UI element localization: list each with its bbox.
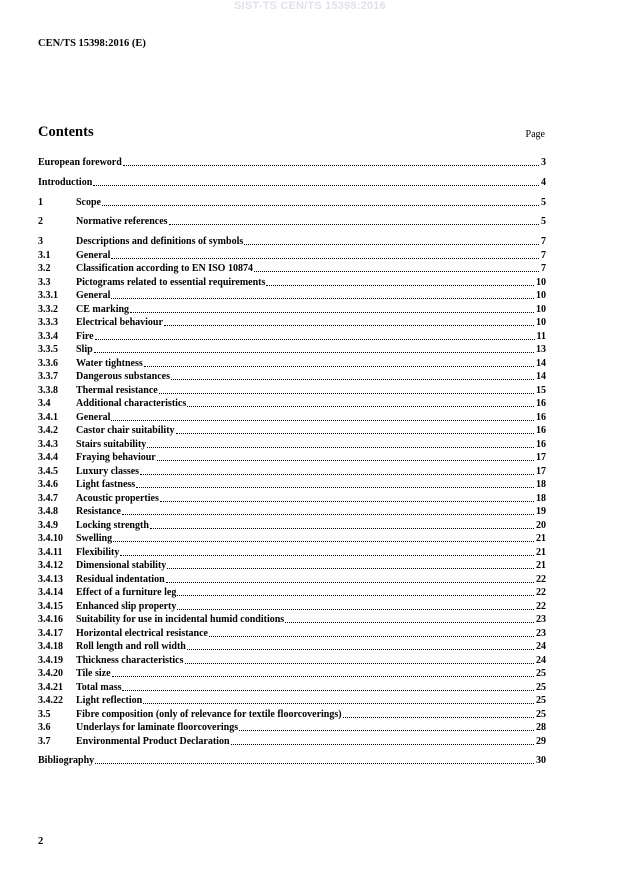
toc-entry-title: Descriptions and definitions of symbols: [76, 236, 244, 247]
toc-entry-number: 3.7: [38, 736, 51, 747]
toc-dot-leader: [187, 406, 534, 407]
toc-entry-title: Castor chair suitability: [76, 425, 175, 436]
toc-entry-page: 11: [536, 331, 546, 342]
toc-entry[interactable]: [38, 156, 546, 169]
toc-entry-page: 16: [536, 398, 546, 409]
toc-entry-number: 3.3.1: [38, 290, 58, 301]
toc-entry-title: Acoustic properties: [76, 493, 159, 504]
toc-entry-number: 3.1: [38, 250, 51, 261]
toc-entry-page: 10: [536, 317, 546, 328]
toc-entry-title: Tile size: [76, 668, 111, 679]
toc-dot-leader: [157, 460, 534, 461]
toc-entry-page: 20: [536, 520, 546, 531]
toc-entry-number: 3.4.9: [38, 520, 58, 531]
toc-entry-page: 28: [536, 722, 546, 733]
toc-entry-number: 3.4.21: [38, 682, 63, 693]
toc-dot-leader: [254, 271, 539, 272]
toc-entry-title: Dimensional stability: [76, 560, 167, 571]
toc-entry-page: 25: [536, 709, 546, 720]
toc-entry-page: 23: [536, 628, 546, 639]
toc-entry-page: 16: [536, 425, 546, 436]
toc-entry[interactable]: [38, 384, 546, 397]
toc-entry-title: Locking strength: [76, 520, 149, 531]
toc-entry[interactable]: [38, 681, 546, 694]
toc-entry-number: 3.3: [38, 277, 51, 288]
toc-entry-title: Horizontal electrical resistance: [76, 628, 208, 639]
toc-entry[interactable]: [38, 397, 546, 410]
toc-entry[interactable]: [38, 451, 546, 464]
toc-entry-number: 3.3.7: [38, 371, 58, 382]
toc-entry-number: 3.3.8: [38, 385, 58, 396]
toc-entry-page: 3: [541, 157, 546, 168]
toc-entry-title: Stairs suitability: [76, 439, 147, 450]
toc-entry-number: 3.4.2: [38, 425, 58, 436]
toc-entry-number: 3.4.1: [38, 412, 58, 423]
toc-entry[interactable]: [38, 370, 546, 383]
toc-entry[interactable]: [38, 262, 546, 275]
toc-entry-page: 18: [536, 493, 546, 504]
toc-entry[interactable]: [38, 176, 546, 189]
toc-entry-number: 3.4.10: [38, 533, 63, 544]
toc-entry[interactable]: [38, 754, 546, 767]
toc-dot-leader: [93, 185, 539, 186]
toc-entry-number: 3.4.14: [38, 587, 63, 598]
toc-entry[interactable]: [38, 708, 546, 721]
toc-entry-number: 3.4.16: [38, 614, 63, 625]
toc-entry-title: Classification according to EN ISO 10874: [76, 263, 253, 274]
toc-entry[interactable]: [38, 519, 546, 532]
toc-entry[interactable]: [38, 667, 546, 680]
toc-entry[interactable]: [38, 505, 546, 518]
toc-entry-number: 3.6: [38, 722, 51, 733]
toc-entry-title: Light reflection: [76, 695, 143, 706]
toc-entry-page: 25: [536, 695, 546, 706]
toc-dot-leader: [136, 487, 534, 488]
toc-entry-page: 14: [536, 371, 546, 382]
toc-entry-page: 16: [536, 439, 546, 450]
toc-entry-page: 7: [541, 263, 546, 274]
document-identifier: CEN/TS 15398:2016 (E): [38, 38, 146, 49]
toc-entry-number: 3.3.6: [38, 358, 58, 369]
toc-entry-title: Additional characteristics: [76, 398, 187, 409]
toc-entry[interactable]: [38, 640, 546, 653]
contents-heading: Contents: [38, 124, 94, 140]
toc-dot-leader: [111, 258, 539, 259]
toc-dot-leader: [143, 703, 534, 704]
toc-entry-title: Residual indentation: [76, 574, 165, 585]
toc-entry-title: Thickness characteristics: [76, 655, 184, 666]
toc-entry-number: 3.4.6: [38, 479, 58, 490]
toc-entry-title: CE marking: [76, 304, 130, 315]
toc-entry[interactable]: [38, 586, 546, 599]
toc-dot-leader: [239, 730, 534, 731]
toc-entry-title: Electrical behaviour: [76, 317, 163, 328]
toc-dot-leader: [111, 298, 534, 299]
toc-dot-leader: [176, 433, 534, 434]
toc-entry-number: 3.4.13: [38, 574, 63, 585]
page-number: 2: [38, 836, 44, 847]
toc-entry-number: 3.4.22: [38, 695, 63, 706]
toc-entry[interactable]: [38, 424, 546, 437]
toc-entry-title: Light fastness: [76, 479, 136, 490]
toc-entry[interactable]: [38, 343, 546, 356]
toc-dot-leader: [122, 514, 534, 515]
toc-entry-page: 25: [536, 682, 546, 693]
toc-entry[interactable]: [38, 721, 546, 734]
toc-entry-page: 7: [541, 250, 546, 261]
toc-dot-leader: [159, 393, 534, 394]
toc-entry-number: 3.4.8: [38, 506, 58, 517]
toc-entry-page: 23: [536, 614, 546, 625]
toc-entry[interactable]: [38, 276, 546, 289]
toc-entry-title: Normative references: [76, 216, 168, 227]
toc-dot-leader: [144, 366, 534, 367]
toc-entry-page: 22: [536, 601, 546, 612]
toc-dot-leader: [343, 717, 534, 718]
toc-entry-number: 3.3.4: [38, 331, 58, 342]
toc-dot-leader: [160, 501, 534, 502]
toc-entry-page: 5: [541, 216, 546, 227]
toc-entry-number: 3.4.11: [38, 547, 63, 558]
toc-dot-leader: [169, 224, 539, 225]
toc-entry[interactable]: [38, 438, 546, 451]
toc-entry-title: Total mass: [76, 682, 122, 693]
toc-dot-leader: [120, 555, 534, 556]
watermark: SIST-TS CEN/TS 15398:2016: [234, 0, 386, 12]
toc-entry-page: 5: [541, 197, 546, 208]
toc-entry[interactable]: [38, 627, 546, 640]
toc-entry-title: Fire: [76, 331, 94, 342]
toc-entry-page: 14: [536, 358, 546, 369]
toc-dot-leader: [185, 663, 535, 664]
toc-entry-title: Suitability for use in incidental humid conditions: [76, 614, 285, 625]
toc-entry-title: Bibliography: [38, 755, 95, 766]
toc-entry-title: European foreword: [38, 157, 122, 168]
toc-entry-title: Enhanced slip property: [76, 601, 177, 612]
toc-dot-leader: [177, 595, 534, 596]
toc-dot-leader: [102, 205, 539, 206]
toc-entry-page: 29: [536, 736, 546, 747]
toc-dot-leader: [122, 690, 534, 691]
toc-entry[interactable]: [38, 546, 546, 559]
toc-entry[interactable]: [38, 303, 546, 316]
toc-entry-page: 22: [536, 587, 546, 598]
toc-entry-title: Roll length and roll width: [76, 641, 186, 652]
toc-dot-leader: [244, 244, 539, 245]
toc-entry[interactable]: [38, 357, 546, 370]
toc-entry-number: 3.4.5: [38, 466, 58, 477]
toc-dot-leader: [166, 582, 534, 583]
toc-entry-number: 3.4.3: [38, 439, 58, 450]
toc-dot-leader: [94, 352, 534, 353]
toc-entry[interactable]: [38, 600, 546, 613]
toc-entry-title: Fibre composition (only of relevance for textile floorcoverings): [76, 709, 342, 720]
toc-dot-leader: [111, 420, 534, 421]
toc-dot-leader: [231, 744, 534, 745]
toc-dot-leader: [187, 649, 534, 650]
toc-dot-leader: [95, 763, 534, 764]
toc-dot-leader: [123, 165, 539, 166]
toc-entry-page: 21: [536, 560, 546, 571]
toc-entry-page: 18: [536, 479, 546, 490]
toc-entry-number: 3.3.5: [38, 344, 58, 355]
toc-dot-leader: [150, 528, 534, 529]
toc-entry-title: Luxury classes: [76, 466, 140, 477]
toc-entry[interactable]: [38, 573, 546, 586]
toc-dot-leader: [147, 447, 534, 448]
toc-entry-number: 3.3.3: [38, 317, 58, 328]
toc-entry[interactable]: [38, 532, 546, 545]
toc-entry[interactable]: [38, 289, 546, 302]
toc-entry-title: Effect of a furniture leg: [76, 587, 177, 598]
toc-entry[interactable]: [38, 478, 546, 491]
toc-entry-title: Pictograms related to essential requirements: [76, 277, 266, 288]
toc-entry[interactable]: [38, 249, 546, 262]
toc-entry-number: 3.4.19: [38, 655, 63, 666]
toc-entry-title: Thermal resistance: [76, 385, 158, 396]
toc-entry-page: 10: [536, 304, 546, 315]
toc-entry[interactable]: [38, 735, 546, 748]
toc-dot-leader: [95, 339, 535, 340]
toc-entry-page: 24: [536, 655, 546, 666]
toc-entry-title: Swelling: [76, 533, 113, 544]
toc-entry[interactable]: [38, 694, 546, 707]
toc-entry[interactable]: [38, 330, 546, 343]
toc-dot-leader: [113, 541, 534, 542]
toc-entry-number: 3.4: [38, 398, 51, 409]
page-column-label: Page: [525, 129, 545, 140]
toc-entry-title: General: [76, 250, 111, 261]
toc-entry-title: Underlays for laminate floorcoverings: [76, 722, 239, 733]
toc-entry-title: Introduction: [38, 177, 93, 188]
toc-dot-leader: [140, 474, 534, 475]
toc-entry-page: 10: [536, 290, 546, 301]
toc-entry-title: Dangerous substances: [76, 371, 170, 382]
toc-entry-number: 3.5: [38, 709, 51, 720]
toc-dot-leader: [209, 636, 534, 637]
toc-entry-page: 21: [536, 533, 546, 544]
toc-entry-number: 3.4.12: [38, 560, 63, 571]
toc-dot-leader: [167, 568, 534, 569]
toc-dot-leader: [130, 312, 534, 313]
toc-entry[interactable]: [38, 235, 546, 248]
toc-entry-number: 3.4.18: [38, 641, 63, 652]
toc-entry-title: Flexibility: [76, 547, 120, 558]
toc-entry-number: 3: [38, 236, 43, 247]
toc-entry-page: 17: [536, 452, 546, 463]
toc-entry-title: Environmental Product Declaration: [76, 736, 230, 747]
toc-entry-page: 7: [541, 236, 546, 247]
toc-entry-number: 3.3.2: [38, 304, 58, 315]
toc-entry[interactable]: [38, 215, 546, 228]
toc-entry-title: General: [76, 412, 111, 423]
toc-entry-number: 3.4.17: [38, 628, 63, 639]
toc-entry[interactable]: [38, 492, 546, 505]
toc-entry-page: 30: [536, 755, 546, 766]
toc-entry-page: 25: [536, 668, 546, 679]
toc-entry-number: 3.4.7: [38, 493, 58, 504]
toc-entry[interactable]: [38, 196, 546, 209]
toc-dot-leader: [266, 285, 534, 286]
toc-entry-number: 3.4.15: [38, 601, 63, 612]
toc-entry[interactable]: [38, 613, 546, 626]
toc-entry-number: 1: [38, 197, 43, 208]
toc-dot-leader: [112, 676, 534, 677]
toc-entry-page: 21: [536, 547, 546, 558]
toc-entry-number: 3.2: [38, 263, 51, 274]
toc-entry-page: 24: [536, 641, 546, 652]
toc-entry-page: 22: [536, 574, 546, 585]
toc-entry-number: 2: [38, 216, 43, 227]
toc-dot-leader: [285, 622, 534, 623]
toc-entry-page: 10: [536, 277, 546, 288]
toc-entry-title: General: [76, 290, 111, 301]
toc-entry[interactable]: [38, 559, 546, 572]
toc-entry-title: Resistance: [76, 506, 121, 517]
toc-entry-page: 4: [541, 177, 546, 188]
toc-entry-number: 3.4.20: [38, 668, 63, 679]
toc-entry[interactable]: [38, 654, 546, 667]
toc-entry-page: 13: [536, 344, 546, 355]
toc-entry-title: Fraying behaviour: [76, 452, 156, 463]
toc-entry[interactable]: [38, 411, 546, 424]
toc-entry-number: 3.4.4: [38, 452, 58, 463]
toc-entry-page: 17: [536, 466, 546, 477]
toc-entry-page: 16: [536, 412, 546, 423]
toc-entry-title: Scope: [76, 197, 101, 208]
toc-entry-title: Water tightness: [76, 358, 143, 369]
toc-entry-page: 15: [536, 385, 546, 396]
toc-entry-title: Slip: [76, 344, 93, 355]
toc-entry[interactable]: [38, 465, 546, 478]
toc-entry-page: 19: [536, 506, 546, 517]
toc-dot-leader: [164, 325, 534, 326]
toc-dot-leader: [171, 379, 534, 380]
toc-entry[interactable]: [38, 316, 546, 329]
toc-dot-leader: [177, 609, 534, 610]
